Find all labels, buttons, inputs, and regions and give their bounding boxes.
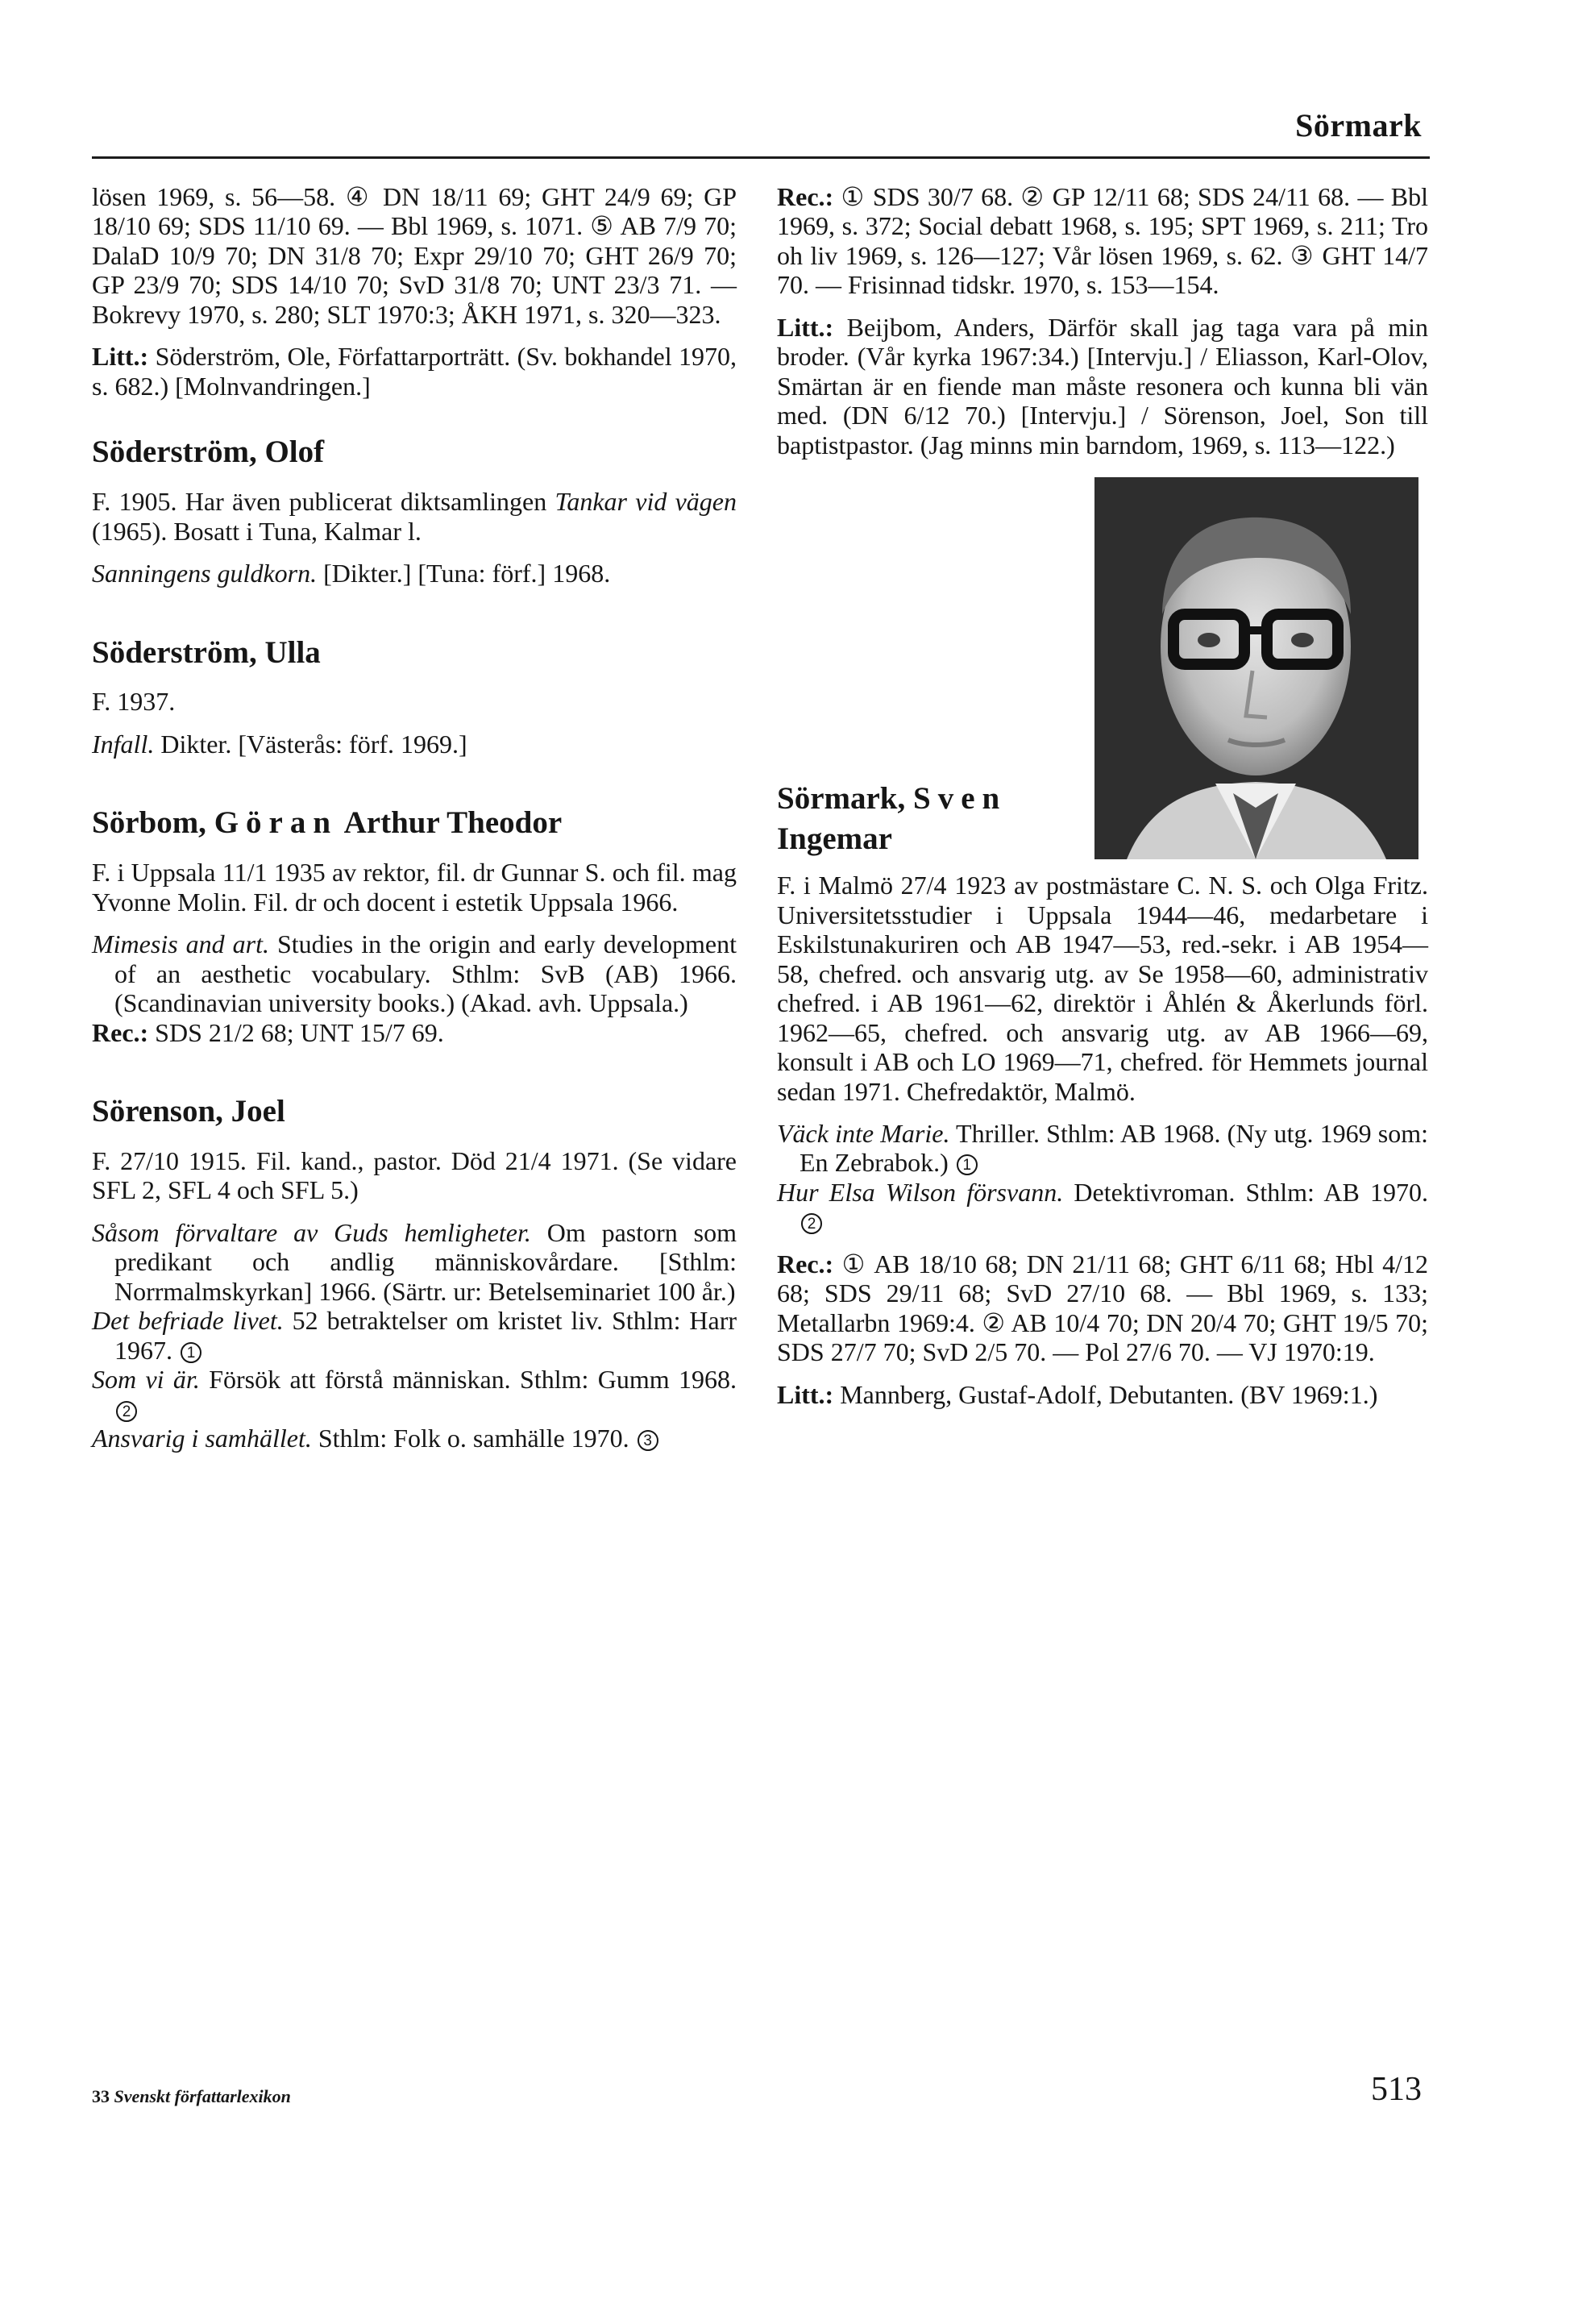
sorbom-work-rest: Studies in the origin and early development of an aesthetic vocabulary. Sthlm: SvB (AB) 1966. (Scandinavian university books.) (Akad. avh. Uppsala.)	[114, 929, 737, 1018]
olof-bio-title: Tankar vid vägen	[554, 487, 737, 517]
sormark-reviews	[777, 1249, 1428, 1367]
sormark-literature	[777, 1380, 1428, 1409]
signature-number: 33	[92, 2086, 110, 2106]
work-title: Det befriade livet.	[92, 1306, 284, 1336]
work-rest: Om pastorn som predikant och andlig människovårdare. [Sthlm: Norrmalmskyrkan] 1966. (Särtr. ur: Betelseminariet 100 år.)	[114, 1217, 737, 1306]
entry-heading-sormark-sven	[777, 779, 1067, 859]
sorbom-rec-text: SDS 21/2 68; UNT 15/7 69.	[148, 1017, 444, 1047]
sorenson-litt-text: Beijbom, Anders, Därför skall jag taga vara på min broder. (Vår kyrka 1967:34.) [Intervju.] / Eliasson, Karl-Olov, Smärtan är en fiende man måste resonera och kunna bli vän med. (DN 6/12 70.) [Intervju.] / Sörenson, Joel, Son till baptistpastor. (Jag minns min barndom, 1969, s. 113—122.)	[777, 312, 1428, 459]
rec-label: Rec.:	[777, 182, 834, 211]
work-rest: Detektivroman. Sthlm: AB 1970.	[1063, 1177, 1429, 1207]
edition-marker-circled-number: 1	[181, 1342, 201, 1363]
olof-bio-text-b: (1965). Bosatt i Tuna, Kalmar l.	[92, 516, 422, 546]
sormark-work-item	[777, 1119, 1428, 1178]
litt-label: Litt.:	[777, 1379, 834, 1409]
sorenson-works	[92, 1218, 737, 1453]
sorenson-work-item	[92, 1365, 737, 1424]
sorbom-heading-middle-names: Arthur Theodor	[338, 805, 563, 841]
edition-marker-circled-number: 2	[801, 1213, 822, 1234]
work-title: Såsom förvaltare av Guds hemligheter.	[92, 1217, 531, 1247]
sormark-heading-surname: Sörmark,	[777, 781, 913, 817]
left-column	[92, 182, 737, 1466]
sorenson-work-item	[92, 1306, 737, 1365]
ulla-bio: F. 1937.	[92, 687, 176, 717]
page-number: 513	[1371, 2071, 1422, 2108]
sorbom-reviews	[92, 1018, 737, 1047]
edition-marker-circled-number: 2	[116, 1401, 137, 1422]
olof-bio-text-a: F. 1905. Har även publicerat diktsamlingen	[92, 487, 555, 517]
printer-signature	[92, 2086, 291, 2107]
entry-heading-sorbom	[92, 805, 737, 842]
litt-label: Litt.:	[777, 312, 834, 342]
portrait-photo	[1094, 477, 1418, 859]
sorbom-work-title: Mimesis and art.	[92, 929, 269, 959]
sorenson-rec-text: ① SDS 30/7 68. ② GP 12/11 68; SDS 24/11 68. — Bbl 1969, s. 372; Social debatt 1968, s. 195; SPT 1969, s. 211; Tro oh liv 1969, s. 126—127; Vår lösen 1969, s. 62. ③ GHT 14/7 70. — Frisinnad tidskr. 1970, s. 153—154.	[777, 182, 1428, 300]
sorbom-heading-surname: Sörbom,	[92, 805, 214, 841]
work-rest: Försök att förstå människan. Sthlm: Gumm 1968.	[199, 1365, 737, 1395]
olof-work	[92, 559, 737, 588]
sorenson-work-item	[92, 1218, 737, 1306]
sormark-works	[777, 1119, 1428, 1237]
edition-marker-circled-number: 3	[638, 1430, 658, 1451]
sormark-heading-given-name: Sven	[913, 781, 1007, 817]
sorbom-work	[92, 929, 737, 1017]
ulla-work-rest: Dikter. [Västerås: förf. 1969.]	[154, 729, 467, 759]
sorenson-work-item	[92, 1424, 737, 1453]
entry-heading-soderstrom-ulla: Söderström, Ulla	[92, 634, 321, 670]
ulla-work-title: Infall.	[92, 729, 155, 759]
sormark-work-item	[777, 1178, 1428, 1237]
olof-work-rest: [Dikter.] [Tuna: förf.] 1968.	[317, 559, 611, 588]
sormark-heading-middle-name: Ingemar	[777, 821, 892, 857]
litt-label: Litt.:	[92, 342, 149, 372]
sormark-portrait-row	[777, 477, 1428, 859]
continued-entry-references	[92, 182, 737, 329]
sorbom-bio: F. i Uppsala 11/1 1935 av rektor, fil. dr Gunnar S. och fil. mag Yvonne Molin. Fil. dr och docent i estetik Uppsala 1966.	[92, 858, 737, 917]
sorenson-bio: F. 27/10 1915. Fil. kand., pastor. Död 21/4 1971. (Se vidare SFL 2, SFL 4 och SFL 5.)	[92, 1145, 737, 1205]
work-rest: 52 betraktelser om kristet liv. Sthlm: Harr 1967.	[114, 1306, 737, 1365]
signature-title: Svenskt författarlexikon	[114, 2086, 291, 2106]
olof-bio	[92, 487, 737, 546]
continued-literature	[92, 342, 737, 401]
ulla-work	[92, 730, 737, 759]
work-title: Ansvarig i samhället.	[92, 1424, 312, 1453]
work-rest: Sthlm: Folk o. samhälle 1970.	[311, 1424, 629, 1453]
sorbom-heading-given-name: Göran	[214, 805, 339, 841]
olof-work-title: Sanningens guldkorn.	[92, 559, 318, 588]
sorenson-literature	[777, 313, 1428, 459]
right-column	[777, 182, 1428, 1422]
rec-label: Rec.:	[777, 1249, 834, 1278]
running-header: Sörmark	[1295, 107, 1422, 143]
sormark-bio: F. i Malmö 27/4 1923 av postmästare C. N. S. och Olga Fritz. Universitetsstudier i Uppsala 1944—46, medarbetare i Eskilstunakuriren och AB 1947—53, red.-sekr. i AB 1954—58, chefred. och ansvarig utg. av Se 1958—60, administrativ chefred. i AB 1961—62, direktör i Åhlén & Åkerlunds förl. 1962—65, chefred. och ansvarig utg. av AB 1966—69, konsult i AB och LO 1969—71, chefred. för Hemmets journal sedan 1971. Chefredaktör, Malmö.	[777, 871, 1428, 1106]
entry-heading-sorenson-joel: Sörenson, Joel	[92, 1093, 285, 1129]
sormark-litt-text: Mannberg, Gustaf-Adolf, Debutanten. (BV 1969:1.)	[833, 1379, 1378, 1409]
header-rule	[92, 156, 1430, 159]
edition-marker-circled-number: 1	[957, 1154, 978, 1175]
work-rest: Thriller. Sthlm: AB 1968. (Ny utg. 1969 som: En Zebrabok.)	[800, 1118, 1429, 1178]
portrait-illustration	[1094, 477, 1418, 859]
continued-reviews-text: lösen 1969, s. 56—58. ④ DN 18/11 69; GHT 24/9 69; GP 18/10 69; SDS 11/10 69. — Bbl 1969, s. 1071. ⑤ AB 7/9 70; DalaD 10/9 70; DN 31/8 70; Expr 29/10 70; GHT 26/9 70; GP 23/9 70; SDS 14/10 70; SvD 31/8 70; UNT 23/3 71. — Bokrevy 1970, s. 280; SLT 1970:3; ÅKH 1971, s. 320—323.	[92, 182, 737, 329]
work-title: Som vi är.	[92, 1365, 200, 1395]
sorenson-reviews	[777, 182, 1428, 300]
litt-text: Söderström, Ole, Författarporträtt. (Sv. bokhandel 1970, s. 682.) [Molnvandringen.]	[92, 342, 737, 401]
sormark-rec-text: ① AB 18/10 68; DN 21/11 68; GHT 6/11 68; Hbl 4/12 68; SDS 29/11 68; SvD 27/10 68. — Bbl 1969, s. 133; Metallarbn 1969:4. ② AB 10/4 70; DN 20/4 70; GHT 19/5 70; SDS 27/7 70; SvD 2/5 70. — Pol 27/6 70. — VJ 1970:19.	[777, 1249, 1428, 1367]
work-title: Hur Elsa Wilson försvann.	[777, 1177, 1064, 1207]
rec-label: Rec.:	[92, 1017, 149, 1047]
entry-heading-soderstrom-olof: Söderström, Olof	[92, 434, 325, 470]
work-title: Väck inte Marie.	[777, 1118, 950, 1148]
